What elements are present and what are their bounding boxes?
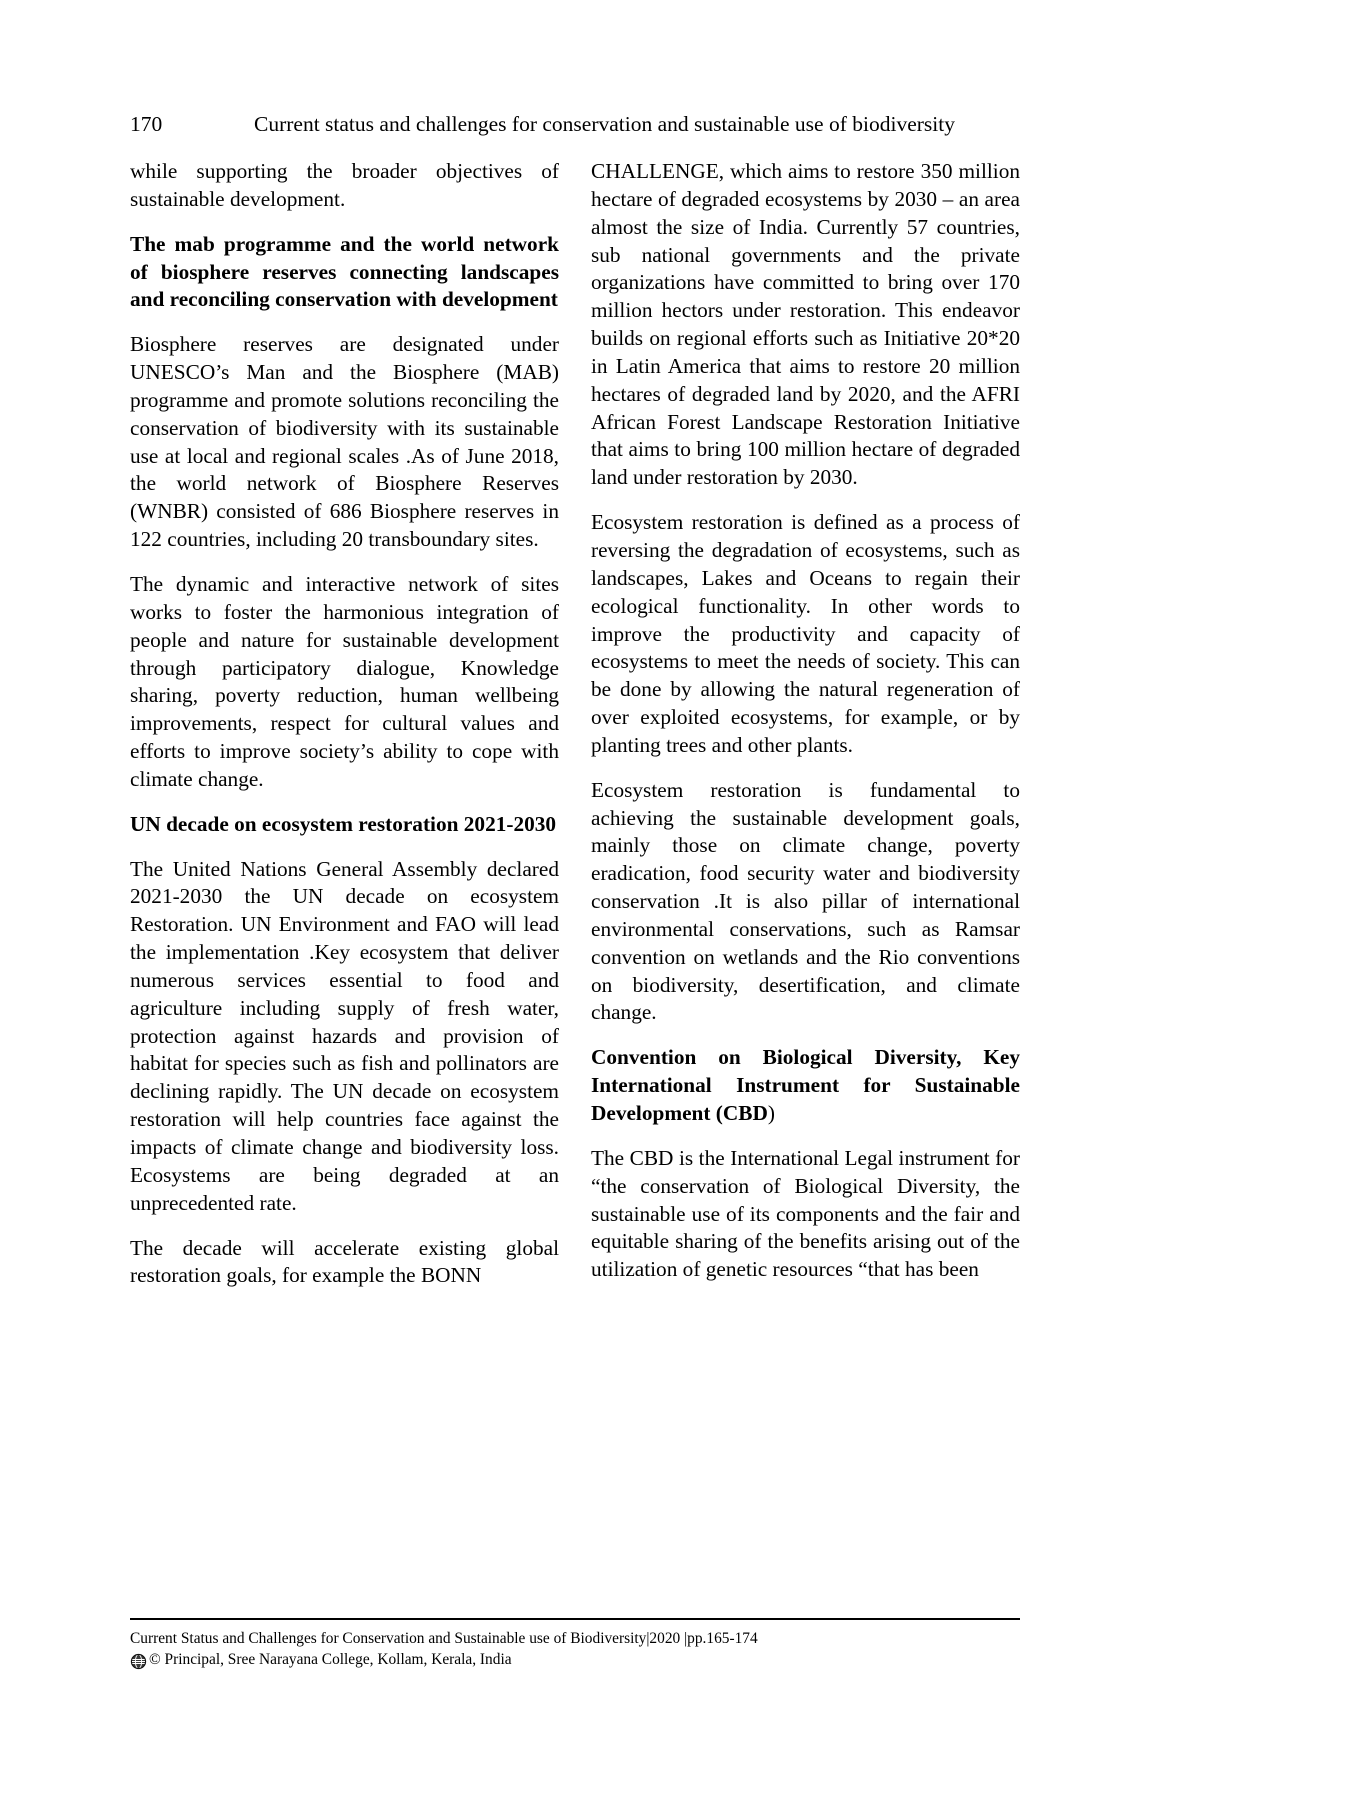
paragraph-left-5: The decade will accelerate existing global restoration goals, for example the BONN	[130, 1235, 559, 1288]
running-head	[130, 112, 1030, 138]
paragraph-left-4: The United Nations General Assembly declared 2021-2030 the UN decade on ecosystem Restoration. UN Environment and FAO will lead the implementation .Key ecosystem that deliver numerous services essential to food and agriculture including supply of fresh water, protection against hazards and provision of habitat for species such as fish and pollinators are declining rapidly. The UN decade on ecosystem restoration will help countries face against the impacts of climate change and biodiversity loss. Ecosystems are being degraded at an unprecedented rate.	[130, 856, 559, 1215]
heading-cbd	[591, 1044, 1020, 1145]
footer-copyright-line	[130, 1649, 1090, 1670]
page-number: 170	[130, 112, 163, 136]
paragraph-right-3: Ecosystem restoration is fundamental to achieving the sustainable development goals, mainly those on climate change, poverty eradication, food security water and biodiversity conservation .It is also pillar of international environmental conservations, such as Ramsar convention on wetlands and the Rio conventions on biodiversity, desertification, and climate change.	[591, 777, 1020, 1025]
running-head-title: Current status and challenges for conservation and sustainable use of biodiversity	[254, 112, 955, 136]
right-column	[591, 158, 1020, 1290]
two-column-body	[130, 158, 1020, 1290]
footer-divider	[130, 1618, 1020, 1620]
paragraph-right-4: The CBD is the International Legal instrument for “the conservation of Biological Diversity, the sustainable use of its components and the fair and equitable sharing of the benefits arising out of the utilization of genetic resources “that has been	[591, 1145, 1020, 1282]
heading-mab-programme: The mab programme and the world network of biosphere reserves connecting landscapes and reconciling conservation with development	[130, 231, 559, 312]
left-column	[130, 158, 559, 1290]
heading-cbd-bold: Convention on Biological Diversity, Key International Instrument for Sustainable Development (CBD	[591, 1045, 1020, 1125]
paragraph-left-1: while supporting the broader objectives of sustainable development.	[130, 159, 559, 211]
paragraph-right-1: CHALLENGE, which aims to restore 350 million hectare of degraded ecosystems by 2030 – an area almost the size of India. Currently 57 countries, sub national governments and the private organizations have committed to bring over 170 million hectors under restoration. This endeavor builds on regional efforts such as Initiative 20*20 in Latin America that aims to restore 20 million hectares of degraded land by 2020, and the AFRI African Forest Landscape Restoration Initiative that aims to bring 100 million hectare of degraded land under restoration by 2030.	[591, 159, 1020, 490]
footer-copyright-text: © Principal, Sree Narayana College, Kollam, Kerala, India	[149, 1651, 512, 1668]
heading-un-decade: UN decade on ecosystem restoration 2021-2030	[130, 811, 557, 836]
globe-icon	[130, 1653, 147, 1670]
page-footer	[130, 1628, 1090, 1670]
paragraph-left-2: Biosphere reserves are designated under UNESCO’s Man and the Biosphere (MAB) programme and promote solutions reconciling the conservation of biodiversity with its sustainable use at local and regional scales .As of June 2018, the world network of Biosphere Reserves (WNBR) consisted of 686 Biosphere reserves in 122 countries, including 20 transboundary sites.	[130, 332, 559, 552]
heading-cbd-tail: )	[767, 1101, 775, 1125]
paragraph-right-2: Ecosystem restoration is defined as a process of reversing the degradation of ecosystems, such as landscapes, Lakes and Oceans to regain their ecological functionality. In other words to improve the productivity and capacity of ecosystems to meet the needs of society. This can be done by allowing the natural regeneration of over exploited ecosystems, for example, or by planting trees and other plants.	[591, 510, 1020, 757]
paragraph-left-3: The dynamic and interactive network of sites works to foster the harmonious integration of people and nature for sustainable development through participatory dialogue, Knowledge sharing, poverty reduction, human wellbeing improvements, respect for cultural values and efforts to improve society’s ability to cope with climate change.	[130, 571, 559, 791]
footer-citation-line: Current Status and Challenges for Conservation and Sustainable use of Biodiversity|2020 |pp.165-174	[130, 1630, 758, 1647]
